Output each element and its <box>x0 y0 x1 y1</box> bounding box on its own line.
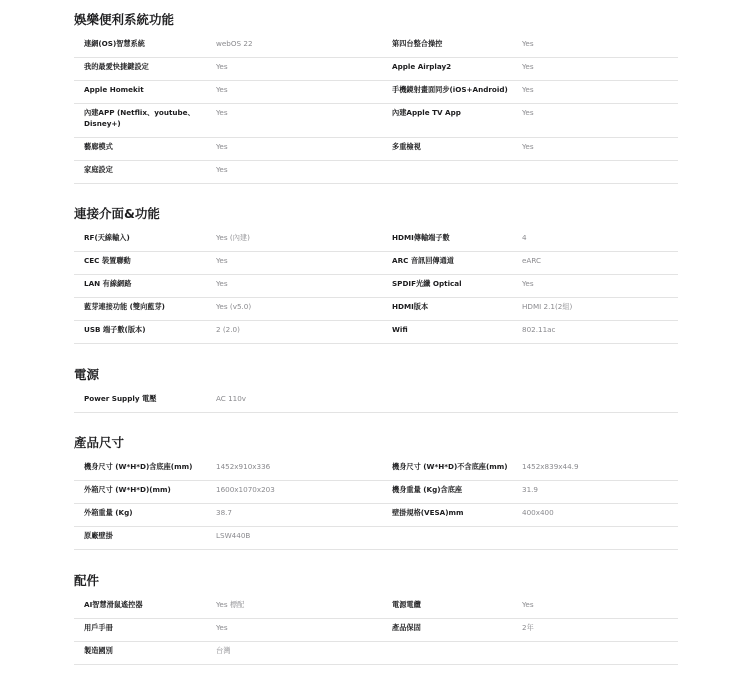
spec-row <box>74 389 678 413</box>
spec-value: Yes <box>522 108 534 117</box>
spec-value: 1600x1070x203 <box>216 485 275 494</box>
spec-label: RF(天線輸入) <box>84 233 130 242</box>
spec-label: 製造國別 <box>84 646 113 655</box>
spec-label: 第四台整合操控 <box>392 39 443 48</box>
spec-label: 機身尺寸 (W*H*D)含底座(mm) <box>84 462 193 471</box>
spec-row <box>74 526 678 550</box>
section-title: 連接介面&功能 <box>74 206 160 221</box>
spec-label: 壁掛規格(VESA)mm <box>392 508 464 517</box>
spec-label: 連網(OS)智慧系統 <box>84 39 145 48</box>
spec-value: Yes <box>522 142 534 151</box>
spec-value: 802.11ac <box>522 325 556 334</box>
section-title: 娛樂便利系統功能 <box>74 12 175 27</box>
spec-label: HDMI傳輸端子數 <box>392 233 450 242</box>
spec-label: LAN 有線網路 <box>84 279 132 288</box>
section-title: 配件 <box>74 573 100 588</box>
spec-value: webOS 22 <box>216 39 253 48</box>
spec-label: 機身尺寸 (W*H*D)不含底座(mm) <box>392 462 508 471</box>
spec-value: 2 (2.0) <box>216 325 240 334</box>
spec-row <box>74 297 678 321</box>
spec-value: eARC <box>522 256 541 265</box>
spec-row <box>74 34 678 58</box>
spec-label: 藝廊模式 <box>84 142 113 151</box>
spec-row <box>74 641 678 665</box>
spec-value: LSW440B <box>216 531 251 540</box>
spec-value: Yes <box>522 85 534 94</box>
spec-value: Yes <box>522 39 534 48</box>
spec-label: 家庭設定 <box>84 165 113 174</box>
spec-label: 產品保固 <box>392 623 421 632</box>
spec-value: Yes <box>522 62 534 71</box>
spec-label: Apple Homekit <box>84 85 144 94</box>
spec-label: 機身重量 (Kg)含底座 <box>392 485 463 494</box>
spec-row <box>74 160 678 184</box>
spec-value: Yes <box>216 142 228 151</box>
spec-label: 內建APP (Netflix、youtube、Disney+) <box>84 108 195 128</box>
spec-value: Yes <box>216 165 228 174</box>
spec-label: USB 端子數(版本) <box>84 325 146 334</box>
spec-row <box>74 503 678 527</box>
spec-label: 內建Apple TV App <box>392 108 461 117</box>
spec-row <box>74 480 678 504</box>
spec-row <box>74 251 678 275</box>
spec-label: Power Supply 電壓 <box>84 394 157 403</box>
spec-value: 1452x839x44.9 <box>522 462 579 471</box>
spec-row <box>74 137 678 161</box>
spec-label: ARC 音訊回傳通道 <box>392 256 454 265</box>
spec-label: AI智慧滑鼠遙控器 <box>84 600 143 609</box>
spec-value: AC 110v <box>216 394 247 403</box>
spec-value: Yes <box>522 279 534 288</box>
spec-label: HDMI版本 <box>392 302 429 311</box>
spec-row <box>74 80 678 104</box>
spec-label: 我的最愛快捷鍵設定 <box>84 62 149 71</box>
spec-value: Yes <box>216 62 228 71</box>
spec-value: 4 <box>522 233 527 242</box>
spec-value: 2年 <box>522 623 534 632</box>
spec-value: Yes (內建) <box>216 233 250 242</box>
spec-label: 手機鏡射畫面同步(iOS+Android) <box>392 85 508 94</box>
spec-row <box>74 618 678 642</box>
spec-label: CEC 裝置聯動 <box>84 256 131 265</box>
spec-label: 用戶手冊 <box>84 623 113 632</box>
spec-value: 31.9 <box>522 485 539 494</box>
spec-value: Yes <box>216 256 228 265</box>
spec-row <box>74 595 678 619</box>
spec-value: Yes <box>216 85 228 94</box>
spec-label: Apple Airplay2 <box>392 62 452 71</box>
spec-label: Wifi <box>392 325 408 334</box>
spec-value: HDMI 2.1(2組) <box>522 302 573 311</box>
spec-value: Yes <box>216 623 228 632</box>
spec-value: 400x400 <box>522 508 554 517</box>
spec-label: 外箱尺寸 (W*H*D)(mm) <box>84 485 171 494</box>
spec-value: Yes <box>216 108 228 117</box>
spec-label: 外箱重量 (Kg) <box>84 508 133 517</box>
section-title: 產品尺寸 <box>74 435 125 450</box>
spec-row <box>74 274 678 298</box>
spec-value: Yes 標配 <box>216 600 245 609</box>
spec-row <box>74 320 678 344</box>
spec-value: Yes (v5.0) <box>216 302 252 311</box>
spec-row <box>74 228 678 252</box>
spec-value: 台灣 <box>216 646 231 655</box>
spec-value: 38.7 <box>216 508 233 517</box>
spec-row <box>74 457 678 481</box>
spec-value: 1452x910x336 <box>216 462 271 471</box>
spec-row <box>74 103 678 138</box>
spec-label: 多重檢視 <box>392 142 421 151</box>
spec-value: Yes <box>522 600 534 609</box>
spec-label: SPDIF光纖 Optical <box>392 279 462 288</box>
spec-label: 藍芽連接功能 (雙向藍芽) <box>84 302 165 311</box>
spec-label: 電源電纜 <box>392 600 421 609</box>
section-title: 電源 <box>74 367 100 382</box>
spec-label: 原廠壁掛 <box>84 531 113 540</box>
spec-value: Yes <box>216 279 228 288</box>
spec-row <box>74 57 678 81</box>
